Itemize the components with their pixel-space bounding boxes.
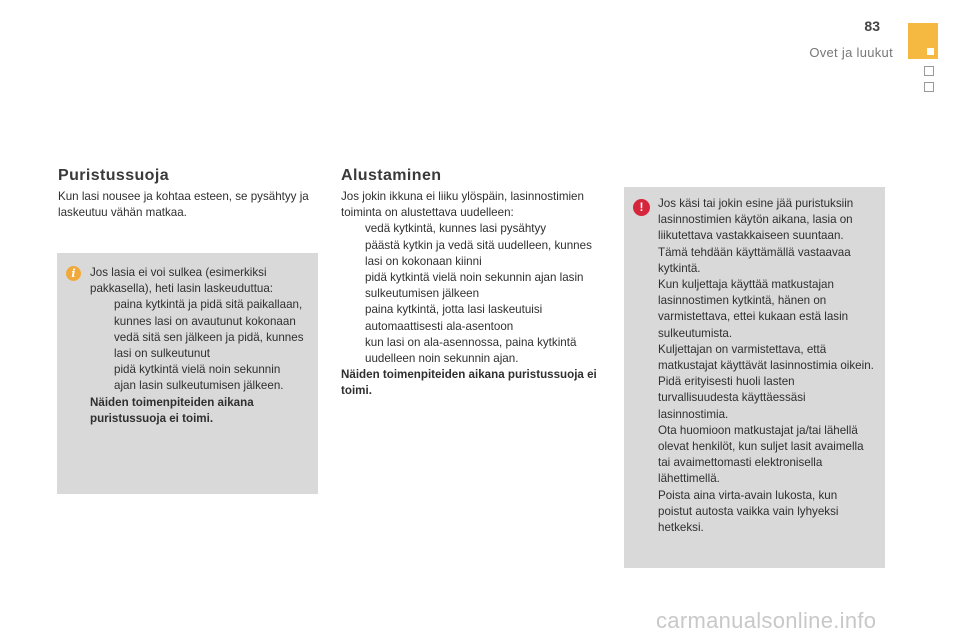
puristussuoja-intro: Kun lasi nousee ja kohtaa esteen, se pysähtyy ja laskeutuu vähän matkaa. (58, 190, 309, 220)
alustaminen-content (341, 189, 609, 400)
step-text: paina kytkintä ja pidä sitä paikallaan, kunnes lasi on avautunut kokonaan (114, 298, 303, 328)
step-text: pidä kytkintä vielä noin sekunnin ajan lasin sulkeutumisen jälkeen. (114, 363, 284, 393)
section-title-alustaminen: Alustaminen (341, 167, 442, 184)
step-text: vedä kytkintä, kunnes lasi pysähtyy (365, 222, 547, 236)
alustaminen-note: Näiden toimenpiteiden aikana puristussuoja ei toimi. (341, 368, 597, 398)
list-item (90, 297, 305, 329)
chapter-tab (908, 23, 938, 59)
section-title-puristussuoja: Puristussuoja (58, 167, 170, 184)
alustaminen-intro: Jos jokin ikkuna ei liiku ylöspäin, lasinnostimien toiminta on alustettava uudelleen: (341, 190, 584, 220)
watermark: carmanualsonline.info (656, 608, 877, 633)
warning-box (624, 187, 885, 568)
alustaminen-steps (341, 221, 609, 367)
page-number: 83 (864, 18, 880, 34)
tab-box-2 (924, 82, 934, 92)
info-steps (90, 297, 305, 394)
list-item (341, 302, 609, 334)
list-item (341, 221, 609, 237)
section-label: Ovet ja luukut (809, 45, 893, 60)
step-text: vedä sitä sen jälkeen ja pidä, kunnes lasi on sulkeutunut (114, 330, 304, 361)
warning-paragraph: Jos käsi tai jokin esine jää puristuksiin lasinnostimien käytön aikana, lasia on liikutettava vastakkaiseen suuntaan. Tämä tehdään käyttämällä vastaavaa kytkintä. (658, 197, 854, 275)
warning-icon: ! (633, 199, 650, 216)
step-text: paina kytkintä, jotta lasi laskeutuisi automaattisesti ala-asentoon (365, 303, 543, 333)
step-text: pidä kytkintä vielä noin sekunnin ajan lasin sulkeutumisen jälkeen (365, 271, 584, 301)
info-box-content (90, 265, 305, 427)
tab-dot (927, 48, 934, 55)
warning-box-content (658, 196, 874, 536)
step-text: kun lasi on ala-asennossa, paina kytkintä uudelleen noin sekunnin ajan. (365, 335, 577, 366)
warning-paragraph: Poista aina virta-avain lukosta, kun poistut autosta vaikka vain lyhyeksi hetkeksi. (658, 488, 839, 535)
list-item (341, 335, 609, 367)
list-item (90, 362, 305, 394)
step-text: päästä kytkin ja vedä sitä uudelleen, kunnes lasi on kokonaan kiinni (365, 238, 592, 268)
warning-paragraph: Pidä erityisesti huoli lasten turvallisuudesta käyttäessäsi lasinnostimia. (658, 375, 806, 421)
warning-paragraph: Kun kuljettaja käyttää matkustajan lasinnostimen kytkintä, hänen on varmistettava, ettei kukaan estä lasin sulkeutumista. (658, 278, 849, 340)
info-intro: Jos lasia ei voi sulkea (esimerkiksi pakkasella), heti lasin laskeuduttua: (90, 266, 274, 296)
list-item (341, 270, 609, 302)
info-note: Näiden toimenpiteiden aikana puristussuoja ei toimi. (90, 395, 254, 425)
tab-box-1 (924, 66, 934, 76)
warning-paragraph: Kuljettajan on varmistettava, että matkustajat käyttävät lasinnostimia oikein. (658, 342, 874, 373)
info-box (57, 253, 318, 494)
list-item (90, 330, 305, 362)
list-item (341, 238, 609, 270)
warning-paragraph: Ota huomioon matkustajat ja/tai lähellä olevat henkilöt, kun suljet lasit avaimella tai avaimettomasti elektronisella lähettimellä. (658, 423, 864, 486)
info-icon: i (66, 266, 81, 281)
